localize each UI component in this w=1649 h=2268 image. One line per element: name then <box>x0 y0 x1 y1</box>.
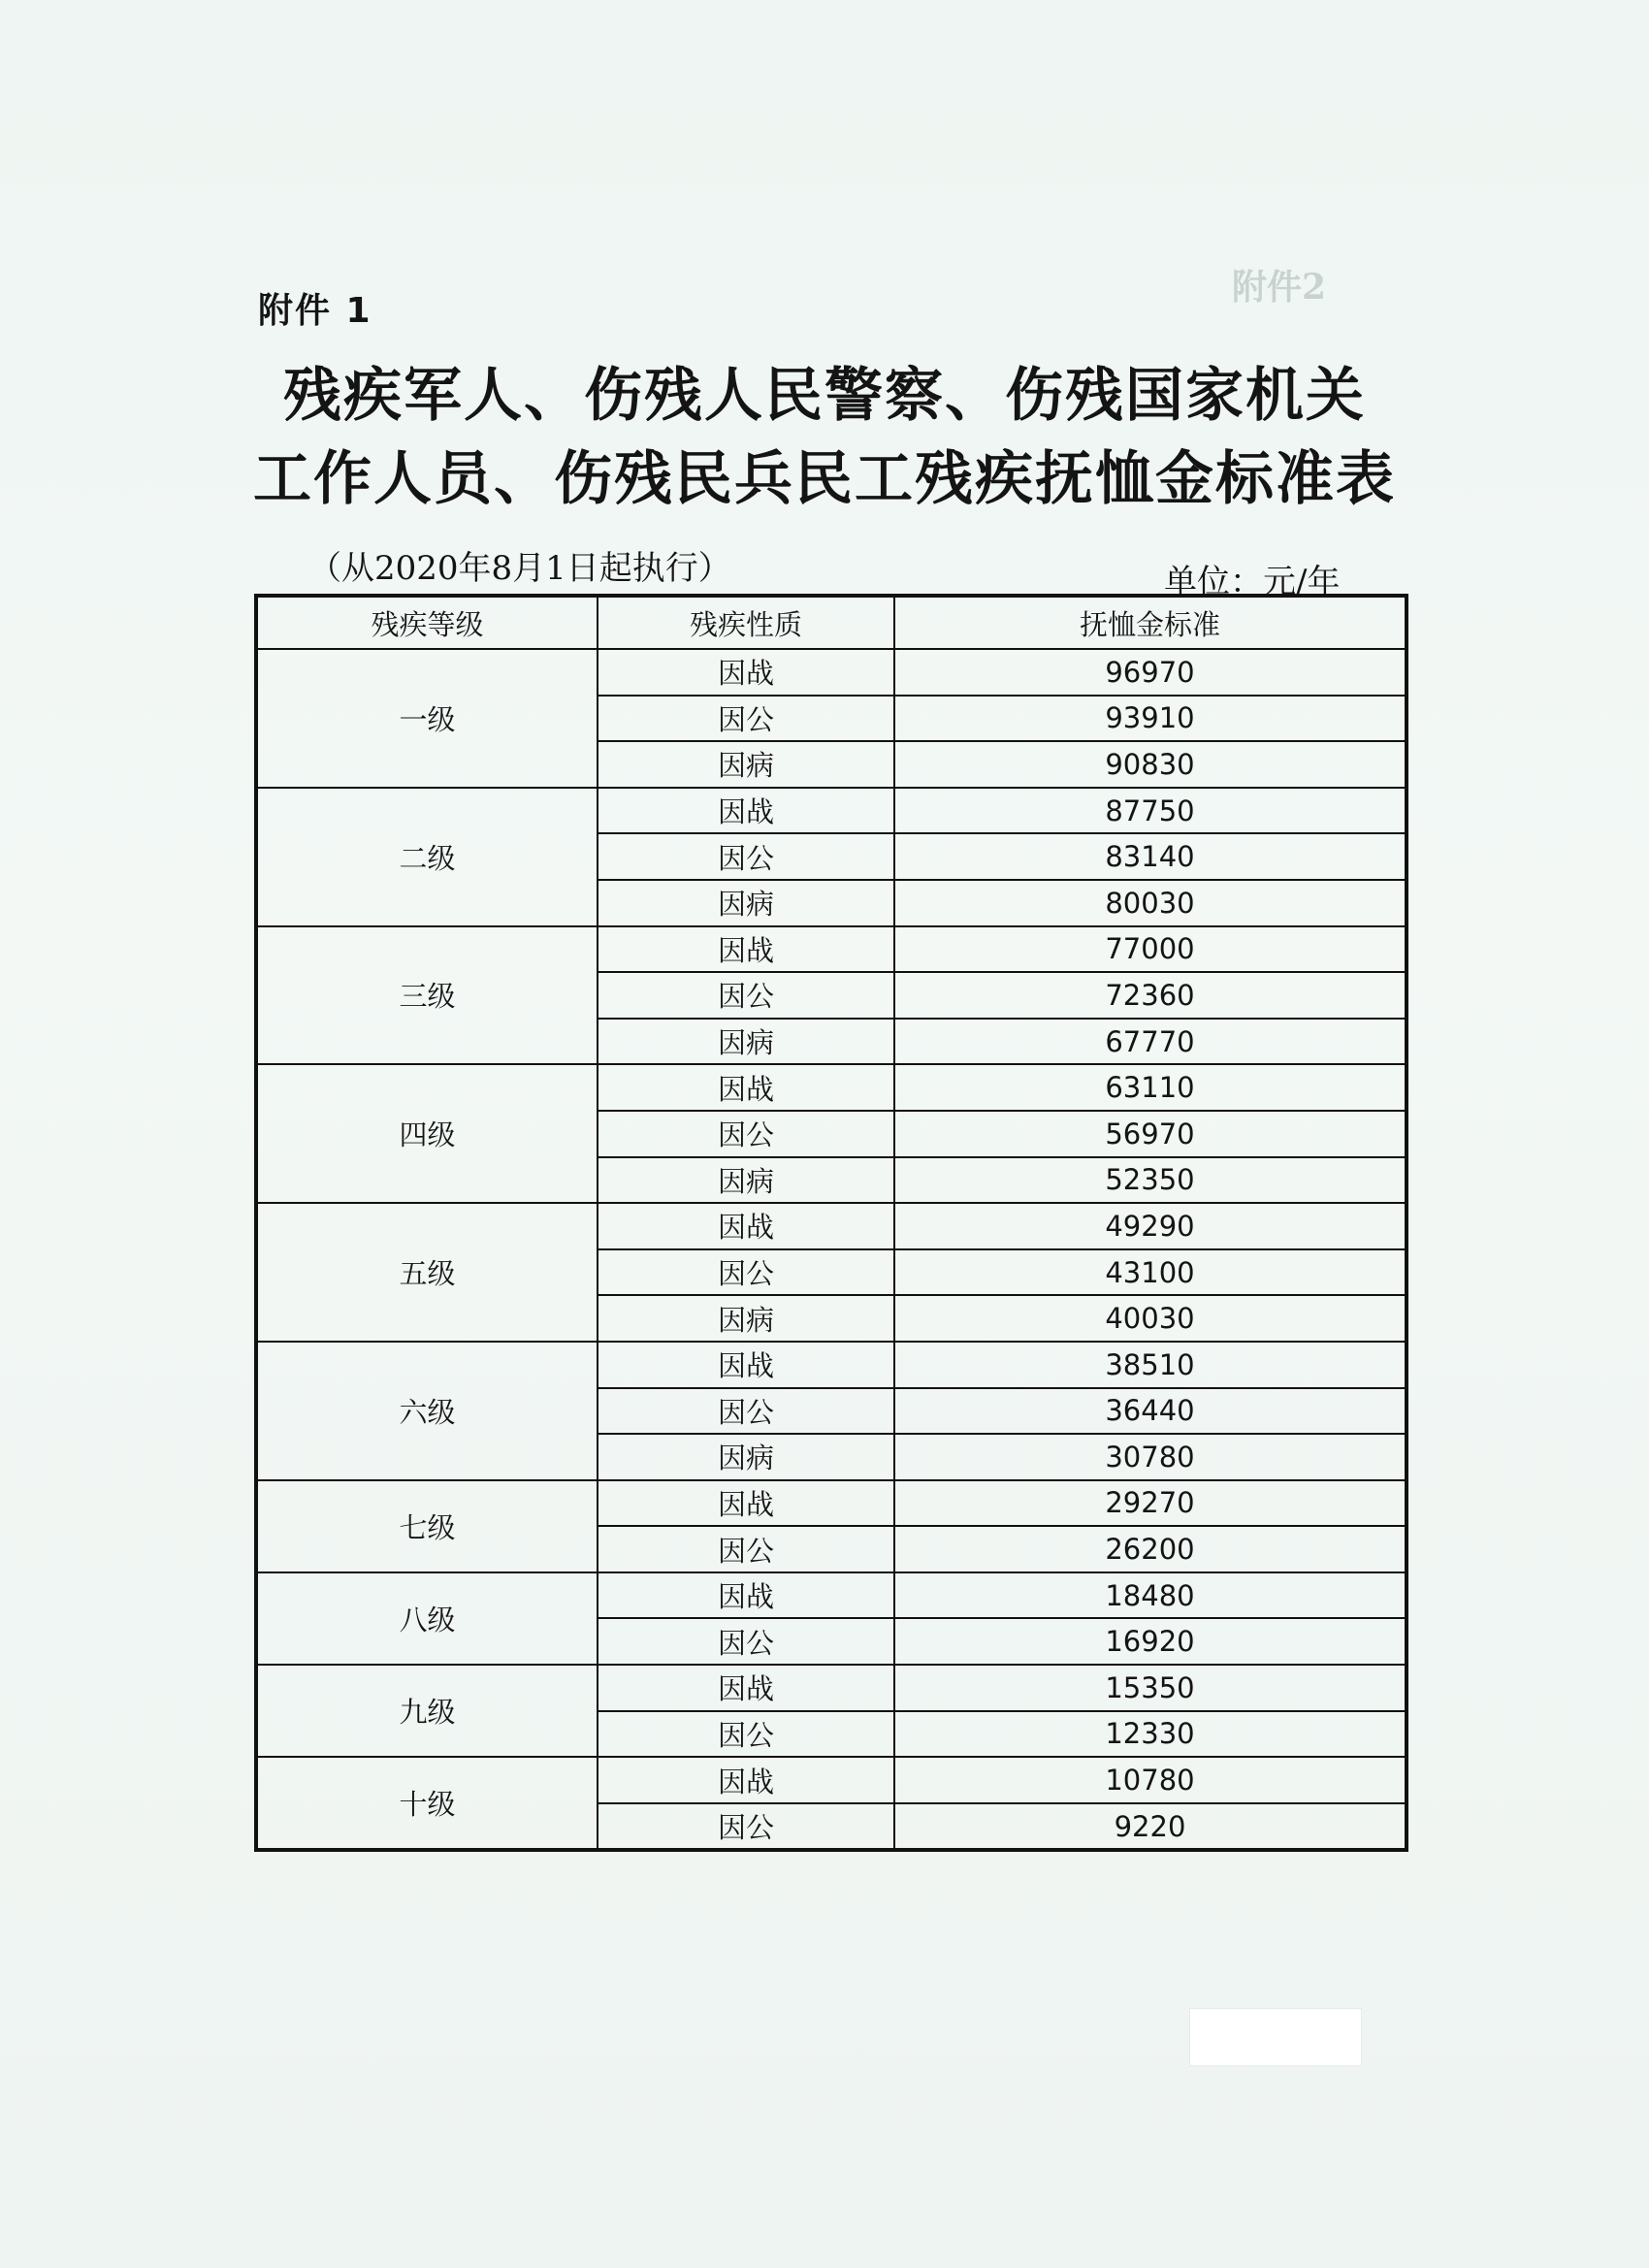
table-body <box>256 649 1406 1850</box>
nature-cell: 因公 <box>598 1249 894 1296</box>
grade-cell: 三级 <box>256 926 598 1065</box>
amount-cell: 43100 <box>894 1249 1406 1296</box>
nature-cell: 因病 <box>598 1157 894 1204</box>
amount-cell: 15350 <box>894 1665 1406 1711</box>
header-grade: 残疾等级 <box>256 596 598 649</box>
pension-standard-table <box>254 594 1408 1852</box>
amount-cell: 29270 <box>894 1480 1406 1527</box>
unit-label: 单位：元/年 <box>1164 563 1341 601</box>
nature-cell: 因战 <box>598 1757 894 1803</box>
nature-cell: 因公 <box>598 1711 894 1758</box>
title-line-1: 残疾军人、伤残人民警察、伤残国家机关 <box>283 362 1366 430</box>
blank-label-patch <box>1189 2008 1362 2066</box>
grade-cell: 七级 <box>256 1480 598 1572</box>
table-row <box>256 926 1406 973</box>
amount-cell: 77000 <box>894 926 1406 973</box>
nature-cell: 因战 <box>598 1203 894 1249</box>
table-row <box>256 1665 1406 1711</box>
title-line-2: 工作人员、伤残民兵民工残疾抚恤金标准表 <box>253 445 1396 513</box>
nature-cell: 因战 <box>598 1480 894 1527</box>
table-row <box>256 1480 1406 1527</box>
nature-cell: 因病 <box>598 880 894 926</box>
grade-cell: 二级 <box>256 788 598 926</box>
grade-cell: 一级 <box>256 649 598 788</box>
effective-date: （从2020年8月1日起执行） <box>308 549 731 588</box>
nature-cell: 因公 <box>598 1388 894 1435</box>
grade-cell: 十级 <box>256 1757 598 1850</box>
amount-cell: 30780 <box>894 1434 1406 1480</box>
nature-cell: 因战 <box>598 1342 894 1388</box>
attachment-label: 附件 1 <box>258 291 372 331</box>
grade-cell: 四级 <box>256 1064 598 1203</box>
nature-cell: 因病 <box>598 741 894 788</box>
amount-cell: 26200 <box>894 1526 1406 1572</box>
table-row <box>256 1757 1406 1803</box>
amount-cell: 40030 <box>894 1295 1406 1342</box>
nature-cell: 因战 <box>598 1572 894 1619</box>
table-row <box>256 788 1406 834</box>
amount-cell: 63110 <box>894 1064 1406 1111</box>
nature-cell: 因战 <box>598 788 894 834</box>
nature-cell: 因公 <box>598 972 894 1019</box>
header-amount: 抚恤金标准 <box>894 596 1406 649</box>
table-row <box>256 649 1406 696</box>
document-title <box>194 354 1455 521</box>
table-row <box>256 1203 1406 1249</box>
nature-cell: 因病 <box>598 1434 894 1480</box>
amount-cell: 56970 <box>894 1111 1406 1157</box>
nature-cell: 因公 <box>598 1111 894 1157</box>
amount-cell: 9220 <box>894 1803 1406 1851</box>
nature-cell: 因公 <box>598 1803 894 1851</box>
nature-cell: 因病 <box>598 1295 894 1342</box>
bleed-through-text: 附件2 <box>1232 267 1327 308</box>
nature-cell: 因公 <box>598 1618 894 1665</box>
amount-cell: 80030 <box>894 880 1406 926</box>
amount-cell: 12330 <box>894 1711 1406 1758</box>
table-row <box>256 1342 1406 1388</box>
nature-cell: 因病 <box>598 1019 894 1065</box>
header-nature: 残疾性质 <box>598 596 894 649</box>
amount-cell: 90830 <box>894 741 1406 788</box>
grade-cell: 九级 <box>256 1665 598 1757</box>
amount-cell: 93910 <box>894 696 1406 742</box>
grade-cell: 六级 <box>256 1342 598 1480</box>
nature-cell: 因战 <box>598 1064 894 1111</box>
table-header-row <box>256 596 1406 649</box>
amount-cell: 67770 <box>894 1019 1406 1065</box>
nature-cell: 因公 <box>598 833 894 880</box>
amount-cell: 52350 <box>894 1157 1406 1204</box>
nature-cell: 因战 <box>598 649 894 696</box>
nature-cell: 因战 <box>598 1665 894 1711</box>
amount-cell: 10780 <box>894 1757 1406 1803</box>
amount-cell: 72360 <box>894 972 1406 1019</box>
nature-cell: 因公 <box>598 1526 894 1572</box>
amount-cell: 49290 <box>894 1203 1406 1249</box>
nature-cell: 因公 <box>598 696 894 742</box>
amount-cell: 83140 <box>894 833 1406 880</box>
amount-cell: 96970 <box>894 649 1406 696</box>
table-row <box>256 1572 1406 1619</box>
amount-cell: 18480 <box>894 1572 1406 1619</box>
grade-cell: 八级 <box>256 1572 598 1665</box>
grade-cell: 五级 <box>256 1203 598 1342</box>
amount-cell: 38510 <box>894 1342 1406 1388</box>
amount-cell: 16920 <box>894 1618 1406 1665</box>
amount-cell: 87750 <box>894 788 1406 834</box>
table-row <box>256 1064 1406 1111</box>
nature-cell: 因战 <box>598 926 894 973</box>
amount-cell: 36440 <box>894 1388 1406 1435</box>
